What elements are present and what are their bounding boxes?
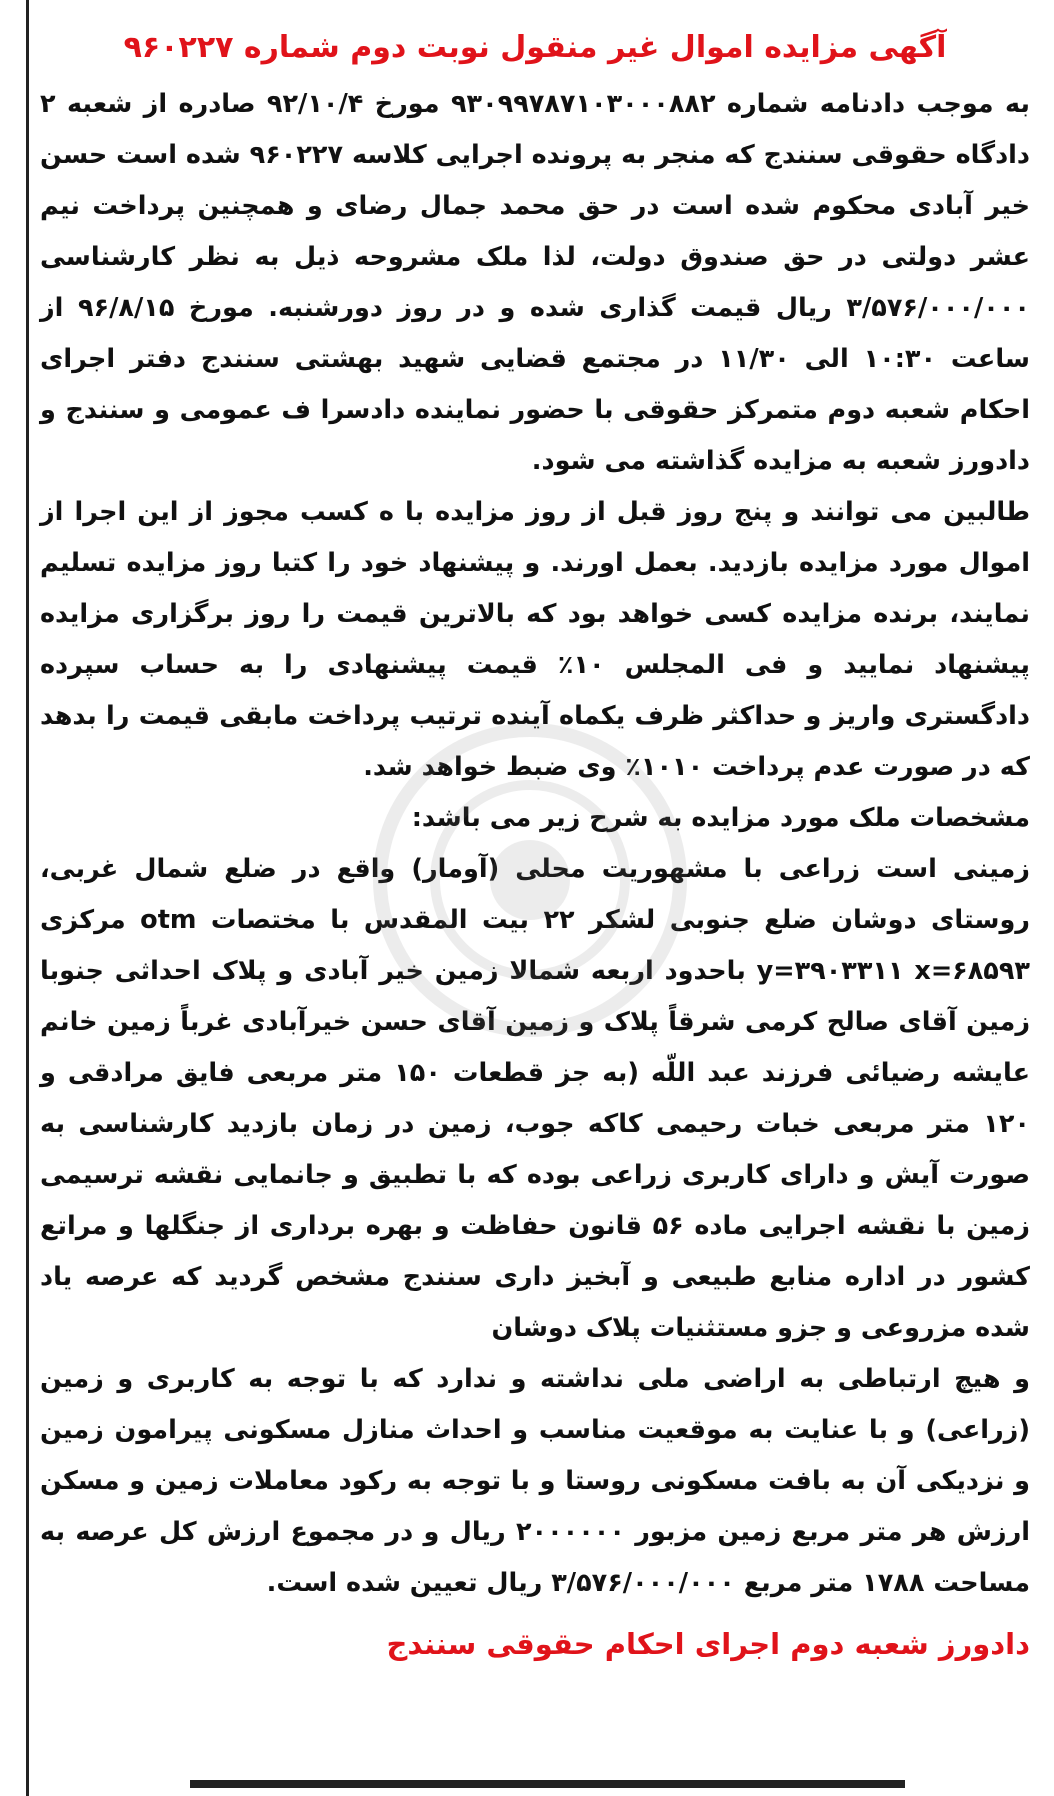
paragraph-judgment: به موجب دادنامه شماره ۹۳۰۹۹۷۸۷۱۰۳۰۰۰۸۸۲ مورخ ۹۲/۱۰/۴ صادره از شعبه ۲ دادگاه حقوقی سنندج که منجر به پرونده اجرایی کلاسه ۹۶۰۲۲۷ شده است حسن خیر آبادی محکوم شده است در حق محمد جمال رضای و همچنین پرداخت نیم عشر دولتی در حق صندوق دولت، لذا ملک مشروحه ذیل به نظر کارشناسی ۳/۵۷۶/۰۰۰/۰۰۰ ریال قیمت گذاری شده و در روز دورشنبه. مورخ ۹۶/۸/۱۵ از ساعت ۱۰:۳۰ الی ۱۱/۳۰ در مجتمع قضایی شهید بهشتی سنندج دفتر اجرای احکام شعبه دوم متمرکز حقوقی با حضور نماینده دادسرا ف عمومی و سنندج و دادورز شعبه به مزایده گذاشته می شود. [40,89,1031,476]
signature-line: دادورز شعبه دوم اجرای احکام حقوقی سنندج [386,1627,1030,1661]
paragraph-property-heading: مشخصات ملک مورد مزایده به شرح زیر می باشد: [411,803,1030,833]
bottom-rule [190,1780,905,1788]
paragraph-valuation: و هیچ ارتباطی به اراضی ملی نداشته و ندارد که با توجه به کاربری و زمین (زراعی) و با عنایت به موقعیت مناسب و احداث منازل مسکونی پیرامون زمین و نزدیکی آن به بافت مسکونی روستا و با توجه به رکود معاملات زمین و مسکن ارزش هر متر مربع زمین مزبور ۲۰۰۰۰۰۰ ریال و در مجموع ارزش کل عرصه به مساحت ۱۷۸۸ متر مربع ۳/۵۷۶/۰۰۰/۰۰۰ ریال تعیین شده است. [40,1364,1030,1598]
notice-document [40,30,1030,1661]
notice-title: آگهی مزایده اموال غیر منقول نوبت دوم شماره ۹۶۰۲۲۷ [123,30,947,65]
paragraph-bidding-terms: طالبین می توانند و پنج روز قبل از روز مزایده با ه کسب مجوز از این اجرا از اموال مورد مزایده بازدید. بعمل اورند. و پیشنهاد خود را کتبا روز مزایده تسلیم نمایند، برنده مزایده کسی خواهد بود که بالاترین قیمت را روز برگزاری مزایده پیشنهاد نمایید و فی المجلس ۱۰٪ قیمت پیشنهادی را به حساب سپرده دادگستری واریز و حداکثر ظرف یکماه آینده ترتیب پرداخت مابقی قیمت را بدهد که در صورت عدم پرداخت ۱۰۱۰٪ وی ضبط خواهد شد. [40,497,1030,782]
left-border-line [26,0,29,1796]
paragraph-property-description: زمینی است زراعی با مشهوریت محلی (آومار) واقع در ضلع شمال غربی، روستای دوشان ضلع جنوبی لشکر ۲۲ بیت المقدس با مختصات otm مرکزی y=۳۹۰۳۳۱۱ x=۶۸۵۹۳ باحدود اربعه شمالا زمین خیر آبادی و پلاک احداثی جنوبا زمین آقای صالح کرمی شرقاً پلاک و زمین آقای حسن خیرآبادی غرباً زمین خانم عایشه رضیائی فرزند عبد اللّه (به جز قطعات ۱۵۰ متر مربعی فایق مرادقی و ۱۲۰ متر مربعی خبات رحیمی کاکه جوب، زمین در زمان بازدید کارشناسی به صورت آیش و دارای کاربری زراعی بوده که با تطبیق و جانمایی نقشه ترسیمی زمین با نقشه اجرایی ماده ۵۶ قانون حفاظت و بهره برداری از جنگلها و مراتع کشور در اداره منابع طبیعی و آبخیز داری سنندج مشخص گردید که عرصه یاد شده مزروعی و جزو مستثنیات پلاک دوشان [40,854,1031,1343]
